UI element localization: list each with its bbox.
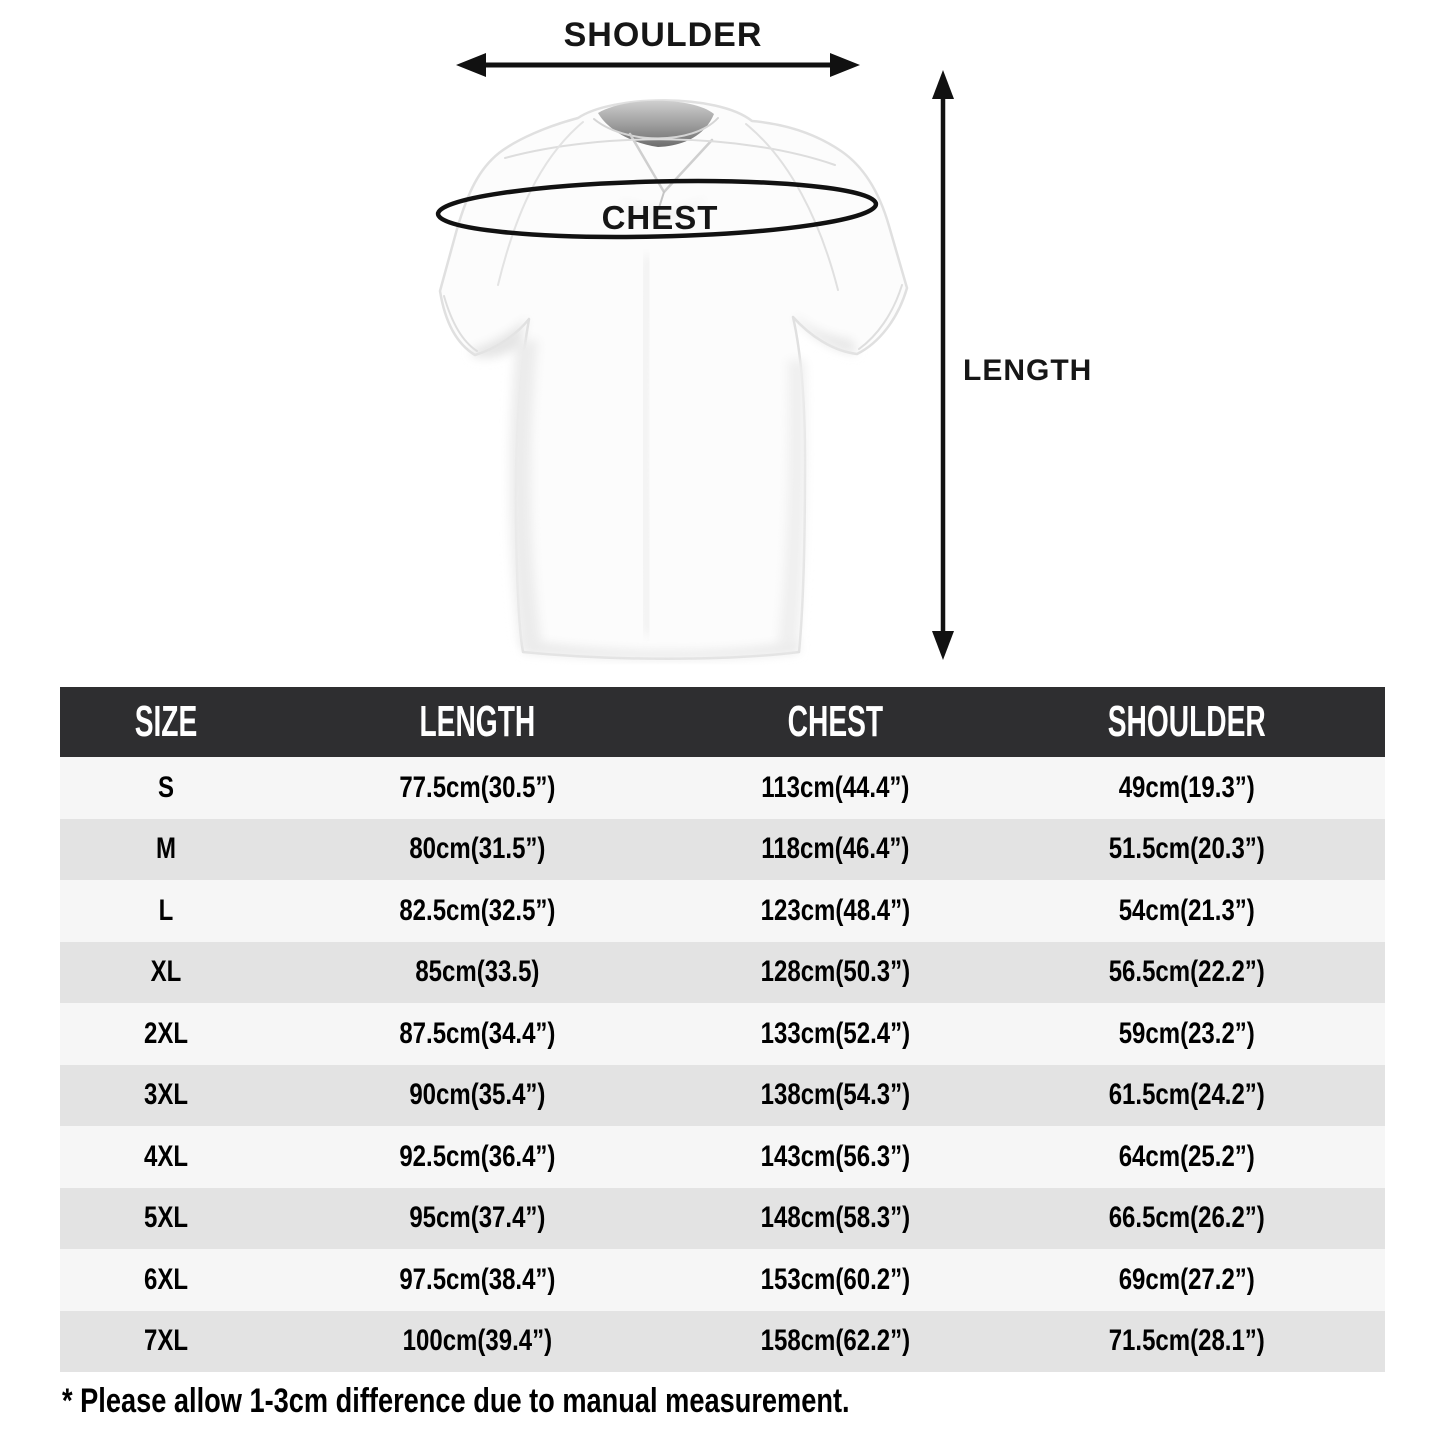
cell-length: 90cm(35.4”) — [409, 1078, 546, 1112]
cell-length: 100cm(39.4”) — [402, 1324, 553, 1358]
cell-chest: 138cm(54.3”) — [760, 1078, 910, 1112]
table-row — [60, 1126, 1385, 1188]
cell-length: 82.5cm(32.5”) — [399, 893, 556, 927]
column-header-shoulder: SHOULDER — [1107, 697, 1266, 746]
cell-size: 6XL — [143, 1262, 189, 1296]
cell-shoulder: 71.5cm(28.1”) — [1108, 1324, 1265, 1358]
cell-shoulder: 61.5cm(24.2”) — [1108, 1078, 1265, 1112]
cell-length: 80cm(31.5”) — [409, 832, 546, 866]
cell-shoulder: 66.5cm(26.2”) — [1108, 1201, 1265, 1235]
size-table — [60, 687, 1385, 1372]
table-row — [60, 1003, 1385, 1065]
cell-chest: 123cm(48.4”) — [760, 893, 910, 927]
cell-size: XL — [150, 955, 182, 989]
cell-chest: 128cm(50.3”) — [760, 955, 910, 989]
cell-length: 97.5cm(38.4”) — [399, 1262, 556, 1296]
table-row — [60, 819, 1385, 881]
shoulder-arrow — [456, 53, 860, 77]
cell-chest: 118cm(46.4”) — [761, 832, 910, 866]
tshirt-image — [0, 0, 1445, 686]
table-row — [60, 1311, 1385, 1373]
cell-shoulder: 54cm(21.3”) — [1118, 893, 1255, 927]
table-row — [60, 880, 1385, 942]
cell-size: S — [157, 770, 174, 804]
measurement-diagram — [0, 0, 1445, 686]
cell-size: 7XL — [143, 1324, 189, 1358]
length-label: LENGTH — [963, 354, 1093, 387]
tshirt — [440, 100, 907, 658]
chest-label: CHEST — [601, 199, 719, 236]
cell-length: 92.5cm(36.4”) — [399, 1139, 556, 1173]
cell-chest: 153cm(60.2”) — [760, 1262, 910, 1296]
cell-chest: 143cm(56.3”) — [760, 1139, 910, 1173]
table-row — [60, 757, 1385, 819]
cell-size: M — [156, 832, 176, 866]
cell-shoulder: 56.5cm(22.2”) — [1108, 955, 1265, 989]
table-body — [60, 757, 1385, 1372]
cell-shoulder: 69cm(27.2”) — [1118, 1262, 1255, 1296]
cell-length: 95cm(37.4”) — [409, 1201, 546, 1235]
table-row — [60, 942, 1385, 1004]
cell-size: 3XL — [143, 1078, 189, 1112]
shoulder-label: SHOULDER — [563, 16, 763, 54]
cell-size: 4XL — [143, 1139, 189, 1173]
cell-size: 5XL — [143, 1201, 189, 1235]
table-header-row — [60, 687, 1385, 757]
cell-length: 85cm(33.5) — [415, 955, 540, 989]
cell-length: 77.5cm(30.5”) — [399, 770, 556, 804]
cell-size: 2XL — [143, 1016, 189, 1050]
table-row — [60, 1249, 1385, 1311]
column-header-length: LENGTH — [419, 697, 536, 746]
column-header-size: SIZE — [134, 697, 198, 746]
cell-chest: 133cm(52.4”) — [760, 1016, 910, 1050]
column-header-chest: CHEST — [787, 697, 883, 746]
table-row — [60, 1188, 1385, 1250]
table-row — [60, 1065, 1385, 1127]
measurement-note: * Please allow 1-3cm difference due to manual measurement. — [62, 1382, 850, 1420]
cell-chest: 158cm(62.2”) — [760, 1324, 910, 1358]
cell-size: L — [158, 893, 174, 927]
cell-length: 87.5cm(34.4”) — [399, 1016, 556, 1050]
length-arrow — [932, 70, 954, 660]
cell-shoulder: 64cm(25.2”) — [1118, 1139, 1255, 1173]
cell-shoulder: 49cm(19.3”) — [1118, 770, 1255, 804]
cell-chest: 148cm(58.3”) — [760, 1201, 910, 1235]
cell-chest: 113cm(44.4”) — [761, 770, 910, 804]
cell-shoulder: 51.5cm(20.3”) — [1108, 832, 1265, 866]
cell-shoulder: 59cm(23.2”) — [1118, 1016, 1255, 1050]
